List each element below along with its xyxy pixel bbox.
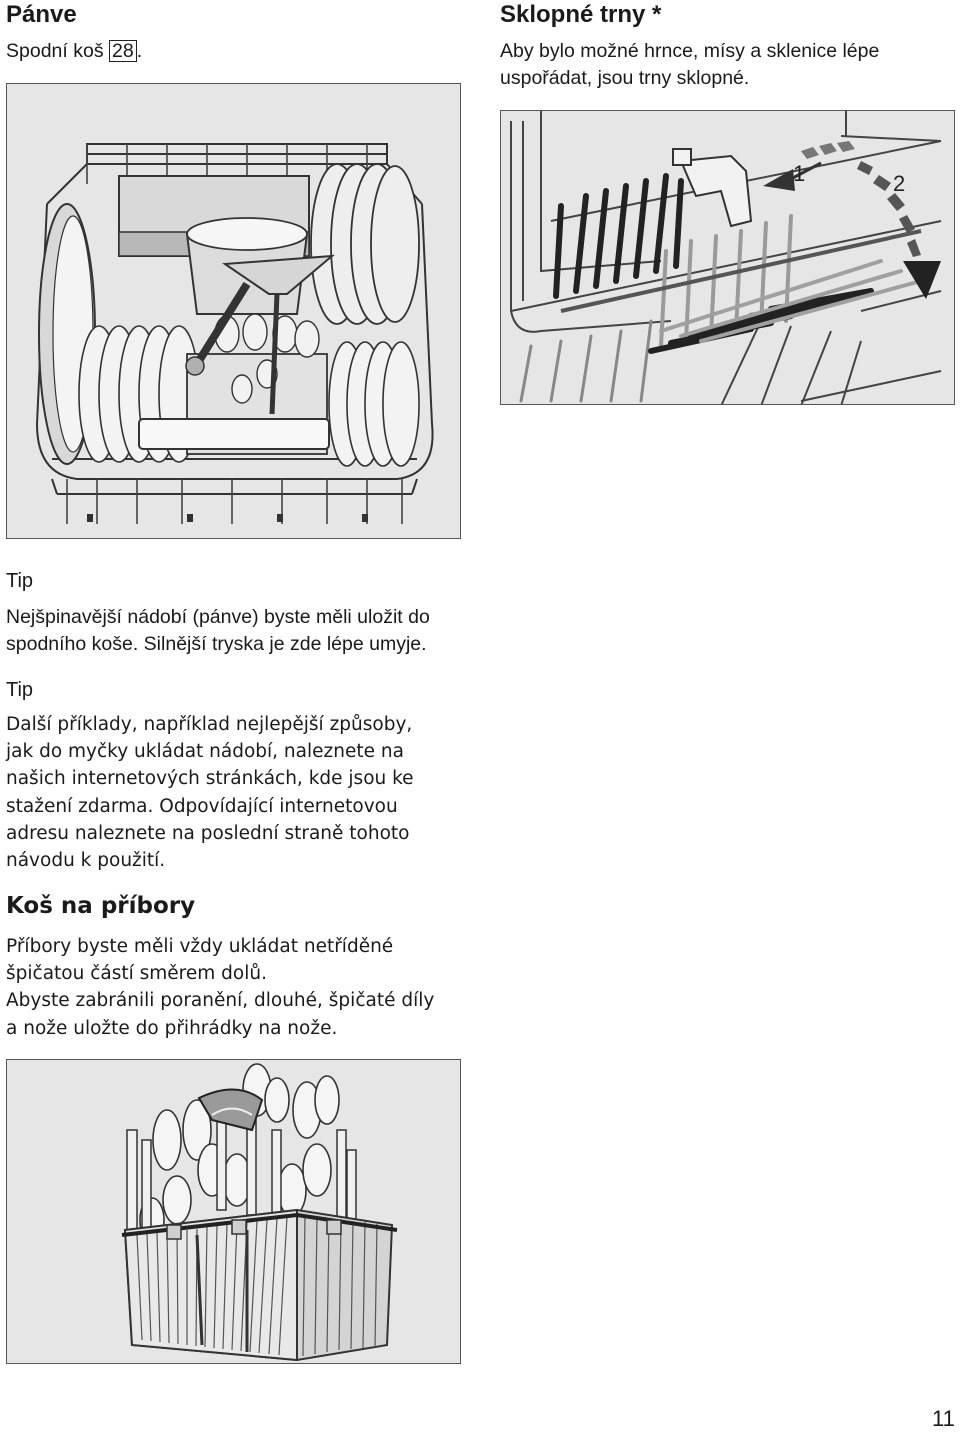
lower-basket-drawing [7, 84, 461, 539]
cutlery-text [6, 933, 434, 1042]
lower-basket-illustration [6, 83, 461, 539]
tip-1-text [6, 604, 430, 658]
cutlery-basket-illustration [6, 1059, 461, 1364]
cutlery-line: Abyste zabránili poranění, dlouhé, špičaté díly [6, 990, 435, 1012]
folding-tines-line-2: uspořádat, jsou trny sklopné. [500, 67, 750, 89]
callout-1: 1 [793, 161, 806, 186]
folding-tines-drawing [501, 111, 955, 405]
tip-2-line: našich internetových stránkách, kde jsou ke [6, 768, 414, 790]
section-heading-folding-tines: Sklopné trny * [500, 1, 662, 28]
page-number: 11 [932, 1406, 955, 1431]
folding-tines-line-1: Aby bylo možné hrnce, mísy a sklenice lépe [500, 40, 880, 62]
folding-tines-text [500, 38, 879, 92]
callout-2: 2 [893, 171, 906, 196]
section-heading-cutlery-basket: Koš na příbory [6, 893, 196, 919]
basket-suffix: . [136, 40, 143, 62]
tip-2-label: Tip [6, 679, 34, 701]
basket-text: Spodní koš [6, 40, 104, 62]
tip-1-label: Tip [6, 570, 34, 592]
tip-2-line: návodu k použití. [6, 850, 166, 872]
tip-2-text [6, 711, 414, 874]
folding-tines-illustration [500, 110, 955, 405]
figure-reference-badge: 28 [109, 40, 137, 62]
tip-2-line: adresu naleznete na poslední straně tohoto [6, 822, 410, 844]
tip-1-line-1: Nejšpinavější nádobí (pánve) byste měli uložit do [6, 606, 430, 628]
basket-reference-line [6, 38, 142, 65]
tip-2-line: jak do myčky ukládat nádobí, naleznete na [6, 741, 404, 763]
cutlery-line: a nože uložte do přihrádky na nože. [6, 1017, 338, 1039]
cutlery-basket-drawing [7, 1060, 461, 1364]
cutlery-line: špičatou částí směrem dolů. [6, 963, 267, 985]
tip-1-line-2: spodního koše. Silnější tryska je zde lépe umyje. [6, 633, 427, 655]
tip-2-line: Další příklady, například nejlepější způsoby, [6, 714, 413, 735]
cutlery-line: Příbory byste měli vždy ukládat netříděné [6, 936, 394, 957]
section-heading-pans: Pánve [6, 1, 77, 28]
tip-2-line: stažení zdarma. Odpovídající internetovou [6, 795, 398, 817]
